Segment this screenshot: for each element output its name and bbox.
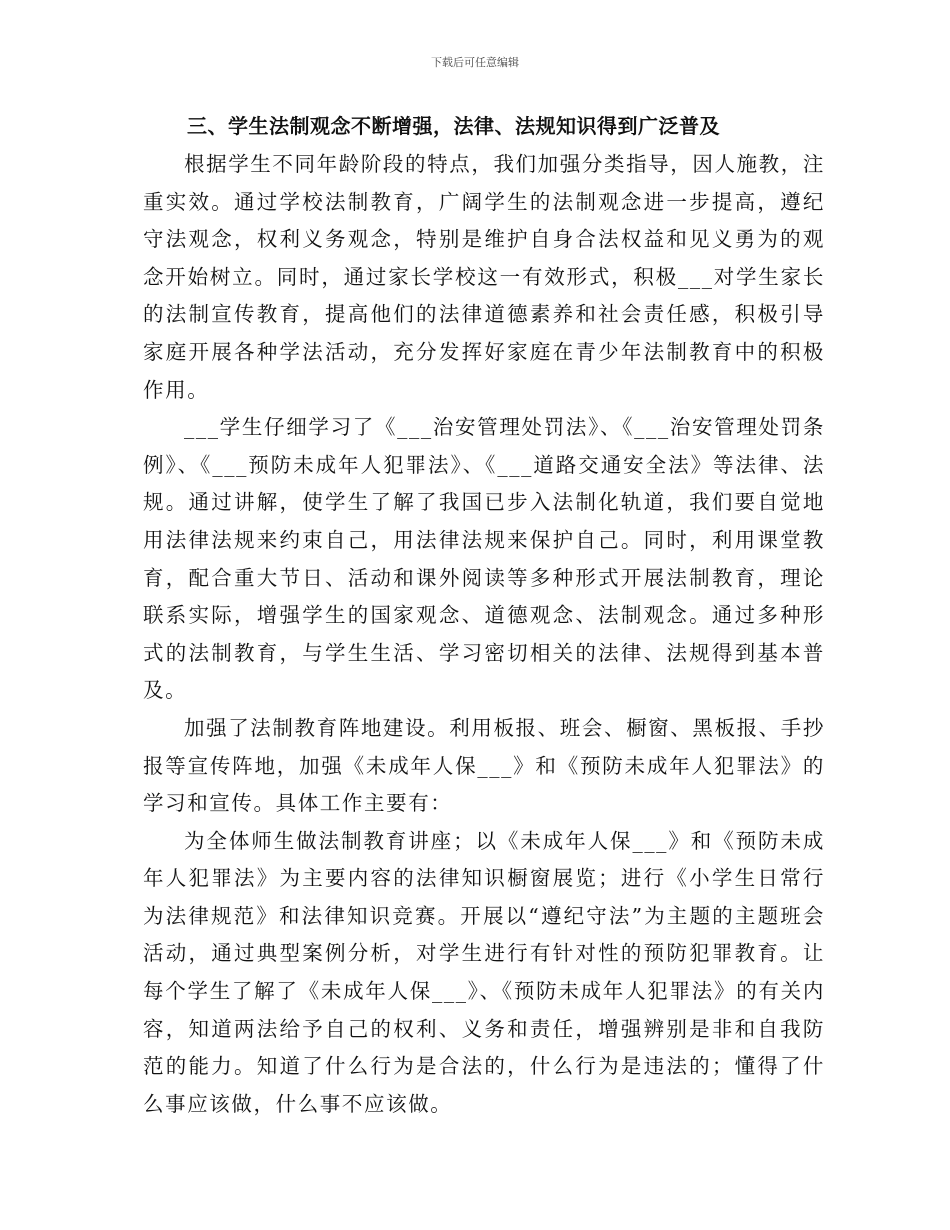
document-body xyxy=(143,108,825,1123)
paragraph-1: 根据学生不同年龄阶段的特点，我们加强分类指导，因人施教，注重实效。通过学校法制教育，广阔学生的法制观念进一步提高，遵纪守法观念，权利义务观念，特别是维护自身合法权益和见义勇为的观念开始树立。同时，通过家长学校这一有效形式，积极___对学生家长的法制宣传教育，提高他们的法律道德素养和社会责任感，积极引导家庭开展各种学法活动，充分发挥好家庭在青少年法制教育中的积极作用。 xyxy=(143,152,825,402)
paragraph-3: 加强了法制教育阵地建设。利用板报、班会、橱窗、黑板报、手抄报等宣传阵地，加强《未成年人保___》和《预防未成年人犯罪法》的学习和宣传。具体工作主要有： xyxy=(143,715,825,816)
paragraph-2: ___学生仔细学习了《___治安管理处罚法》、《___治安管理处罚条例》、《___预防未成年人犯罪法》、《___道路交通安全法》等法律、法规。通过讲解，使学生了解了我国已步入法制化轨道，我们要自觉地用法律法规来约束自己，用法律法规来保护自己。同时，利用课堂教育，配合重大节日、活动和课外阅读等多种形式开展法制教育，理论联系实际，增强学生的国家观念、道德观念、法制观念。通过多种形式的法制教育，与学生生活、学习密切相关的法律、法规得到基本普及。 xyxy=(143,415,825,703)
header-note: 下载后可任意编辑 xyxy=(431,56,519,69)
paragraph-4: 为全体师生做法制教育讲座；以《未成年人保___》和《预防未成年人犯罪法》为主要内容的法律知识橱窗展览；进行《小学生日常行为法律规范》和法律知识竞赛。开展以“遵纪守法”为主题的主题班会活动，通过典型案例分析，对学生进行有针对性的预防犯罪教育。让每个学生了解了《未成年人保___》、《预防未成年人犯罪法》的有关内容，知道两法给予自己的权利、义务和责任，增强辨别是非和自我防范的能力。知道了什么行为是合法的，什么行为是违法的；懂得了什么事应该做，什么事不应该做。 xyxy=(143,828,825,1116)
section-heading: 三、学生法制观念不断增强，法律、法规知识得到广泛普及 xyxy=(187,114,720,138)
